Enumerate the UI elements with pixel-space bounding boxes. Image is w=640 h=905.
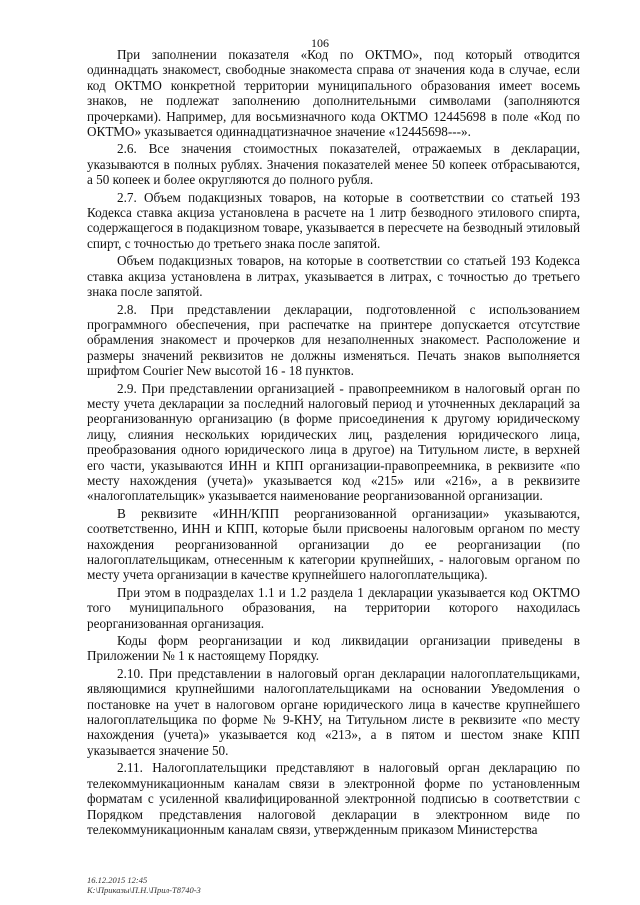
paragraph: Коды форм реорганизации и код ликвидации организации приведены в Приложении № 1 к настоящему Порядку. xyxy=(87,633,580,664)
paragraph: Объем подакцизных товаров, на которые в соответствии со статьей 193 Кодекса ставка акциза установлена в литрах, указывается в литрах, с точностью до третьего знака после запятой. xyxy=(87,253,580,300)
paragraph: При этом в подразделах 1.1 и 1.2 раздела 1 декларации указывается код ОКТМО того муниципального образования, на территории которого находилась реорганизованная организация. xyxy=(87,584,580,631)
footer-timestamp: 16.12.2015 12:45 xyxy=(87,875,148,885)
footer-file-path: К:\Приказы\П.Н.\Прил-Т8740-3 xyxy=(87,885,201,895)
paragraph: 2.11. Налогоплательщики представляют в налоговый орган декларацию по телекоммуникационным каналам связи в электронной форме по установленным форматам с усиленной квалифицированной электронной подписью в соответствии с Порядком представления налоговой декларации в электронном виде по телекоммуникационным каналам связи, утвержденным приказом Министерства xyxy=(87,760,580,837)
footer-stamp xyxy=(87,875,201,895)
paragraph: 2.6. Все значения стоимостных показателей, отражаемых в декларации, указываются в полных рублях. Значения показателей менее 50 копеек отбрасываются, а 50 копеек и более округляются до полного рубля. xyxy=(87,141,580,188)
paragraph: В реквизите «ИНН/КПП реорганизованной организации» указываются, соответственно, ИНН и КПП, которые были присвоены налоговым органом по месту нахождения реорганизованной организации до ее реорганизации (по налогоплательщикам, отнесенным к категории крупнейших, - налоговым органом по месту учета организации в качестве крупнейшего налогоплательщика). xyxy=(87,505,580,583)
page-number: 106 xyxy=(311,36,329,50)
paragraph: 2.9. При представлении организацией - правопреемником в налоговый орган по месту учета декларации за последний налоговый период и уточненных деклараций за реорганизованную организацию (в форме присоединения к другому юридическому лицу, слияния нескольких юридических лиц, разделения юридического лица, преобразования одного юридического лица в другое) на Титульном листе, в верхней его части, указываются ИНН и КПП организации-правопреемника, в реквизите «по месту нахождения (учета)» указывается код «215» или «216», а в реквизите «налогоплательщик» указывается наименование реорганизованной организации. xyxy=(87,380,580,504)
paragraph: 2.8. При представлении декларации, подготовленной с использованием программного обеспечения, при распечатке на принтере допускается отсутствие обрамления знакомест и прочерков для незаполненных знакомест. Расположение и размеры значений реквизитов не должны изменяться. Печать знаков выполняется шрифтом Courier New высотой 16 - 18 пунктов. xyxy=(87,301,580,379)
document-body xyxy=(87,47,580,839)
paragraph: 2.10. При представлении в налоговый орган декларации налогоплательщиками, являющимися крупнейшими налогоплательщиками на основании Уведомления о постановке на учет в налоговом органе юридического лица в качестве крупнейшего налогоплательщика по форме № 9-КНУ, на Титульном листе в реквизите «по месту нахождения (учета)» указывается код «213», а в пятом и шестом знаке КПП указывается значение 50. xyxy=(87,665,580,758)
paragraph: При заполнении показателя «Код по ОКТМО», под который отводится одиннадцать знакомест, свободные знакоместа справа от значения кода в случае, если код ОКТМО конкретной территории муниципального образования имеет восемь знаков, не подлежат заполнению дополнительными символами (заполняются прочерками). Например, для восьмизначного кода ОКТМО 12445698 в поле «Код по ОКТМО» указывается одиннадцатизначное значение «12445698---». xyxy=(87,47,580,140)
paragraph: 2.7. Объем подакцизных товаров, на которые в соответствии со статьей 193 Кодекса ставка акциза установлена в расчете на 1 литр безводного этилового спирта, содержащегося в подакцизном товаре, указывается в пересчете на безводный этиловый спирт, с точностью до третьего знака после запятой. xyxy=(87,189,580,251)
